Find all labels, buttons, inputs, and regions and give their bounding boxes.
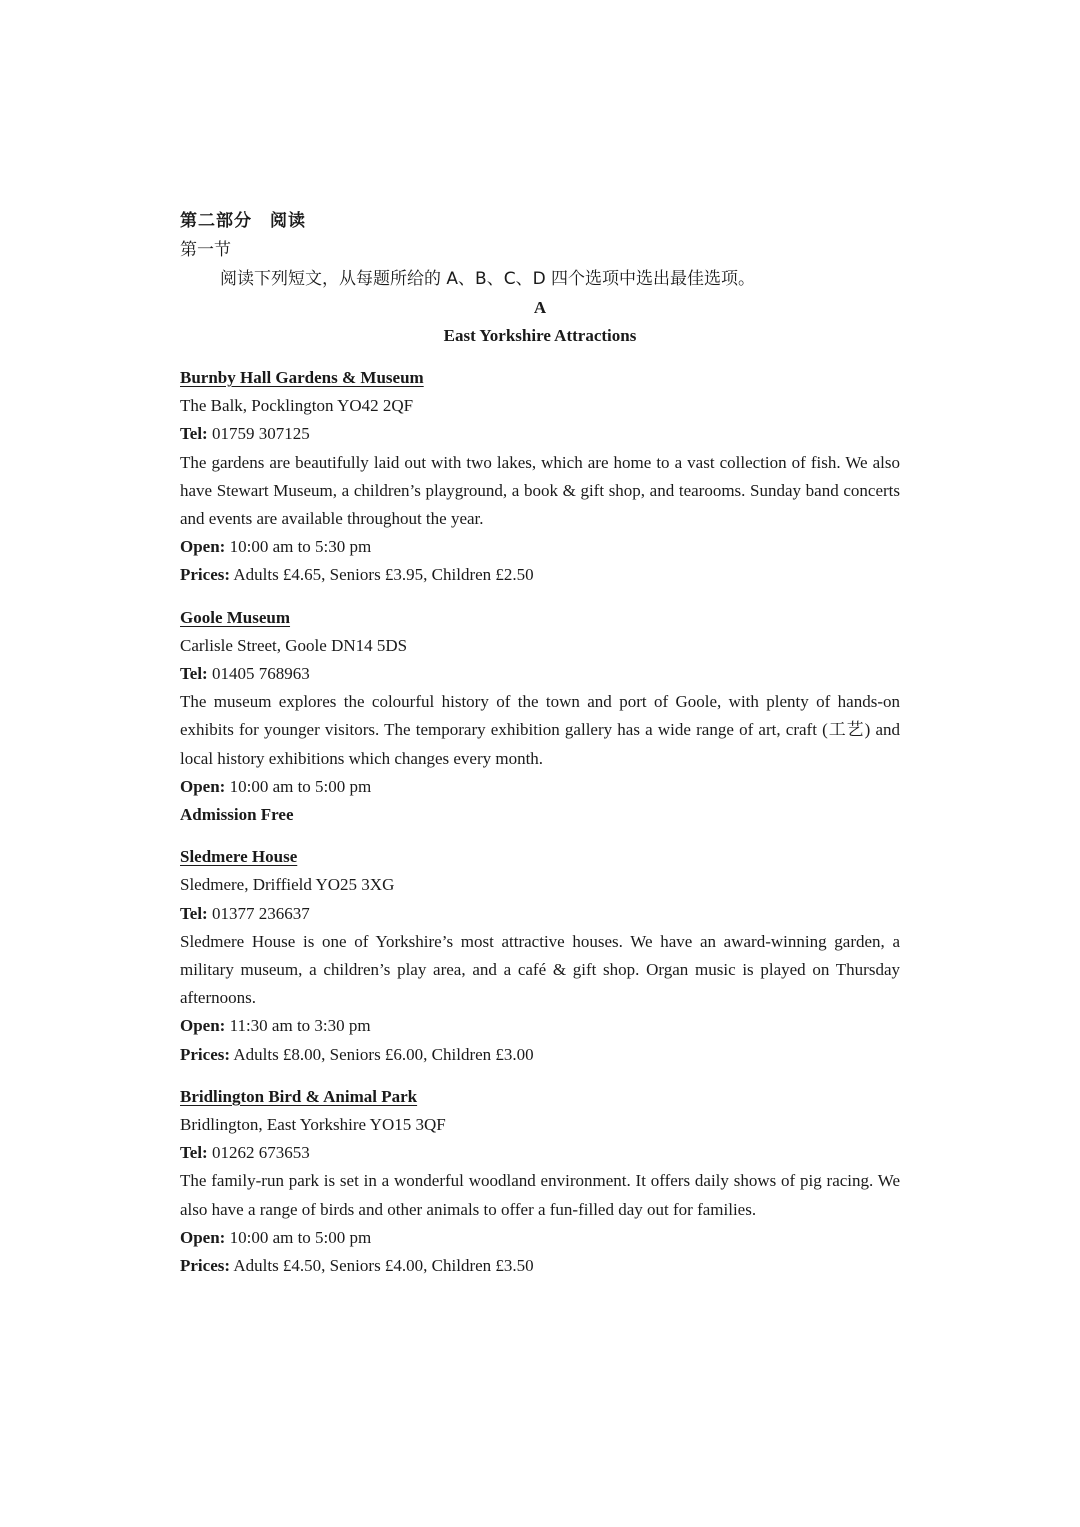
part-title: 第二部分	[180, 211, 252, 231]
part-subject: 阅读	[270, 211, 306, 231]
attraction-entry	[180, 604, 900, 830]
part-heading	[180, 206, 900, 236]
instruction-text: 阅读下列短文，从每题所给的 A、B、C、D 四个选项中选出最佳选项。	[220, 269, 756, 289]
attraction-name: Bridlington Bird & Animal Park	[180, 1086, 418, 1106]
tel-label: Tel:	[180, 664, 208, 684]
page-content	[180, 206, 900, 1294]
attraction-open	[180, 773, 900, 801]
attraction-entry	[180, 1083, 900, 1280]
attraction-description: The museum explores the colourful history of the town and port of Goole, with plenty of hands-on exhibits for younger visitors. The temporary exhibition gallery has a wide range of art, craft (工艺) and local history exhibitions which changes every month.	[180, 692, 900, 768]
attraction-name: Burnby Hall Gardens & Museum	[180, 368, 424, 387]
prices-label: Prices:	[180, 1256, 231, 1276]
attraction-entry	[180, 843, 900, 1069]
attraction-name: Sledmere House	[180, 847, 298, 867]
passage-letter: A	[533, 298, 547, 317]
tel-value: 01262 673653	[211, 1143, 310, 1163]
tel-value: 01759 307125	[211, 424, 310, 444]
section-heading: 第一节	[180, 240, 231, 260]
attraction-description: The family-run park is set in a wonderful woodland environment. It offers daily shows of pig racing. We also have a range of birds and other animals to offer a fun-filled day out for families.	[180, 1171, 900, 1219]
attraction-description: Sledmere House is one of Yorkshire’s most attractive houses. We have an award-winning garden, a military museum, a children’s play area, and a café & gift shop. Organ music is played on Thursday afternoons.	[180, 931, 900, 1008]
attraction-open	[180, 1012, 900, 1040]
prices-value: Adults £4.65, Seniors £3.95, Children £2.50	[233, 565, 534, 585]
attraction-tel	[180, 1139, 900, 1167]
attraction-prices	[180, 561, 900, 589]
prices-label: Prices:	[180, 565, 231, 585]
attraction-address: Sledmere, Driffield YO25 3XG	[180, 875, 395, 895]
passage-title: East Yorkshire Attractions	[443, 326, 637, 345]
open-label: Open:	[180, 1227, 226, 1247]
attraction-tel	[180, 900, 900, 928]
attraction-prices	[180, 1252, 900, 1280]
attraction-description: The gardens are beautifully laid out with two lakes, which are home to a vast collection of fish. We also have Stewart Museum, a children’s playground, a book & gift shop, and tearooms. Sunday band concerts and events are available throughout the year.	[180, 452, 900, 529]
tel-label: Tel:	[180, 424, 208, 444]
tel-value: 01377 236637	[211, 903, 310, 923]
attraction-open	[180, 533, 900, 561]
attraction-name: Goole Museum	[180, 607, 291, 627]
open-value: 10:00 am to 5:00 pm	[229, 776, 372, 796]
attraction-tel	[180, 420, 900, 448]
prices-value: Adults £4.50, Seniors £4.00, Children £3.50	[233, 1256, 534, 1276]
tel-label: Tel:	[180, 1143, 208, 1163]
attraction-admission: Admission Free	[180, 805, 294, 825]
open-value: 10:00 am to 5:30 pm	[229, 537, 372, 557]
attraction-address: The Balk, Pocklington YO42 2QF	[180, 396, 414, 416]
open-value: 10:00 am to 5:00 pm	[229, 1227, 372, 1247]
attraction-tel	[180, 660, 900, 688]
attraction-address: Carlisle Street, Goole DN14 5DS	[180, 635, 408, 655]
tel-label: Tel:	[180, 903, 208, 923]
attraction-entry	[180, 364, 900, 590]
attraction-open	[180, 1224, 900, 1252]
attraction-address: Bridlington, East Yorkshire YO15 3QF	[180, 1115, 446, 1135]
open-label: Open:	[180, 776, 226, 796]
open-label: Open:	[180, 1016, 226, 1036]
open-label: Open:	[180, 537, 226, 557]
prices-label: Prices:	[180, 1044, 231, 1064]
open-value: 11:30 am to 3:30 pm	[229, 1016, 371, 1036]
tel-value: 01405 768963	[211, 664, 310, 684]
prices-value: Adults £8.00, Seniors £6.00, Children £3.00	[233, 1044, 534, 1064]
attraction-prices	[180, 1041, 900, 1069]
